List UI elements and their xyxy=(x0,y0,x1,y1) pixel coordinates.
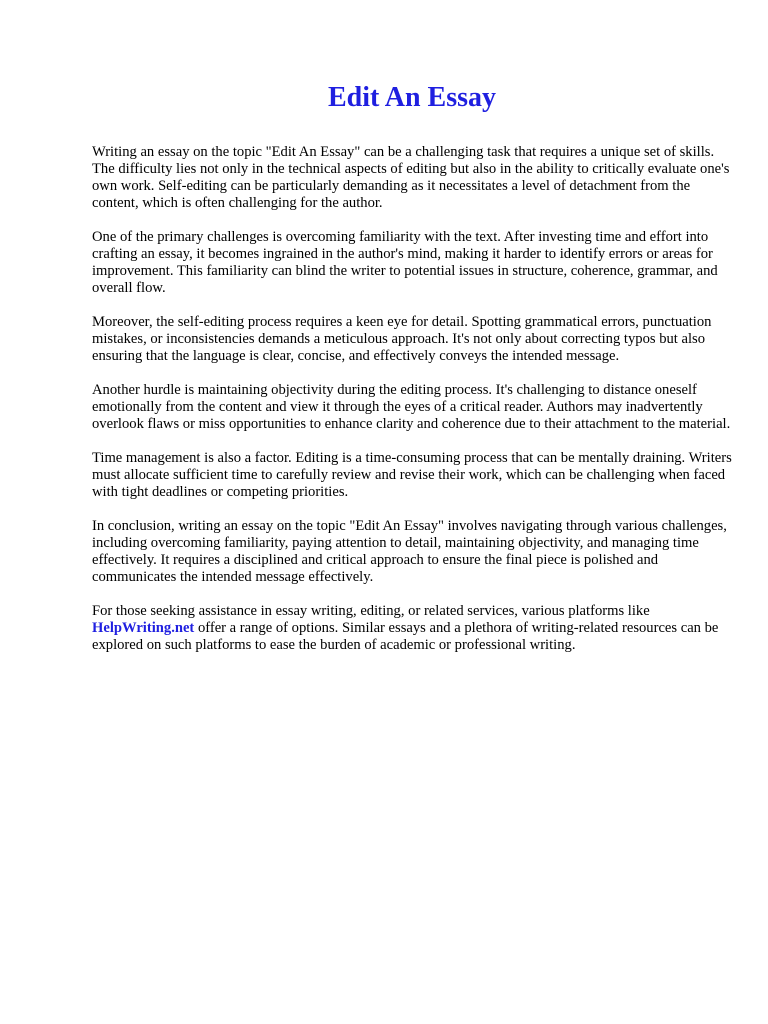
paragraph-detail: Moreover, the self-editing process requires a keen eye for detail. Spotting grammatical errors, punctuation mistakes, or inconsistencies demands a meticulous approach. It's not only about correcting typos but also ensuring that the language is clear, concise, and effectively conveys the intended message. xyxy=(92,314,712,364)
paragraph-closing xyxy=(92,603,732,654)
paragraph-time-management: Time management is also a factor. Editing is a time-consuming process that can be mentally draining. Writers must allocate sufficient time to carefully review and revise their work, which can be challenging when faced with tight deadlines or competing priorities. xyxy=(92,450,732,500)
paragraph-familiarity: One of the primary challenges is overcoming familiarity with the text. After investing time and effort into crafting an essay, it becomes ingrained in the author's mind, making it harder to identify errors or areas for improvement. This familiarity can blind the writer to potential issues in structure, coherence, grammar, and overall flow. xyxy=(92,229,718,296)
closing-text-before-link: For those seeking assistance in essay writing, editing, or related services, various platforms like xyxy=(92,603,650,619)
closing-text-after-link: offer a range of options. Similar essays and a plethora of writing-related resources can be explored on such platforms to ease the burden of academic or professional writing. xyxy=(92,620,719,653)
document-page xyxy=(92,82,732,671)
document-title: Edit An Essay xyxy=(327,82,497,113)
helpwriting-link[interactable]: HelpWriting.net xyxy=(92,620,195,636)
paragraph-conclusion: In conclusion, writing an essay on the topic "Edit An Essay" involves navigating through various challenges, including overcoming familiarity, paying attention to detail, maintaining objectivity, and managing time effectively. It requires a disciplined and critical approach to ensure the final piece is polished and communicates the intended message effectively. xyxy=(92,518,727,585)
paragraph-objectivity: Another hurdle is maintaining objectivity during the editing process. It's challenging to distance oneself emotionally from the content and view it through the eyes of a critical reader. Authors may inadvertently overlook flaws or miss opportunities to enhance clarity and coherence due to their attachment to the material. xyxy=(92,382,731,432)
paragraph-intro: Writing an essay on the topic "Edit An Essay" can be a challenging task that requires a unique set of skills. The difficulty lies not only in the technical aspects of editing but also in the ability to critically evaluate one's own work. Self-editing can be particularly demanding as it necessitates a level of detachment from the content, which is often challenging for the author. xyxy=(92,144,730,211)
